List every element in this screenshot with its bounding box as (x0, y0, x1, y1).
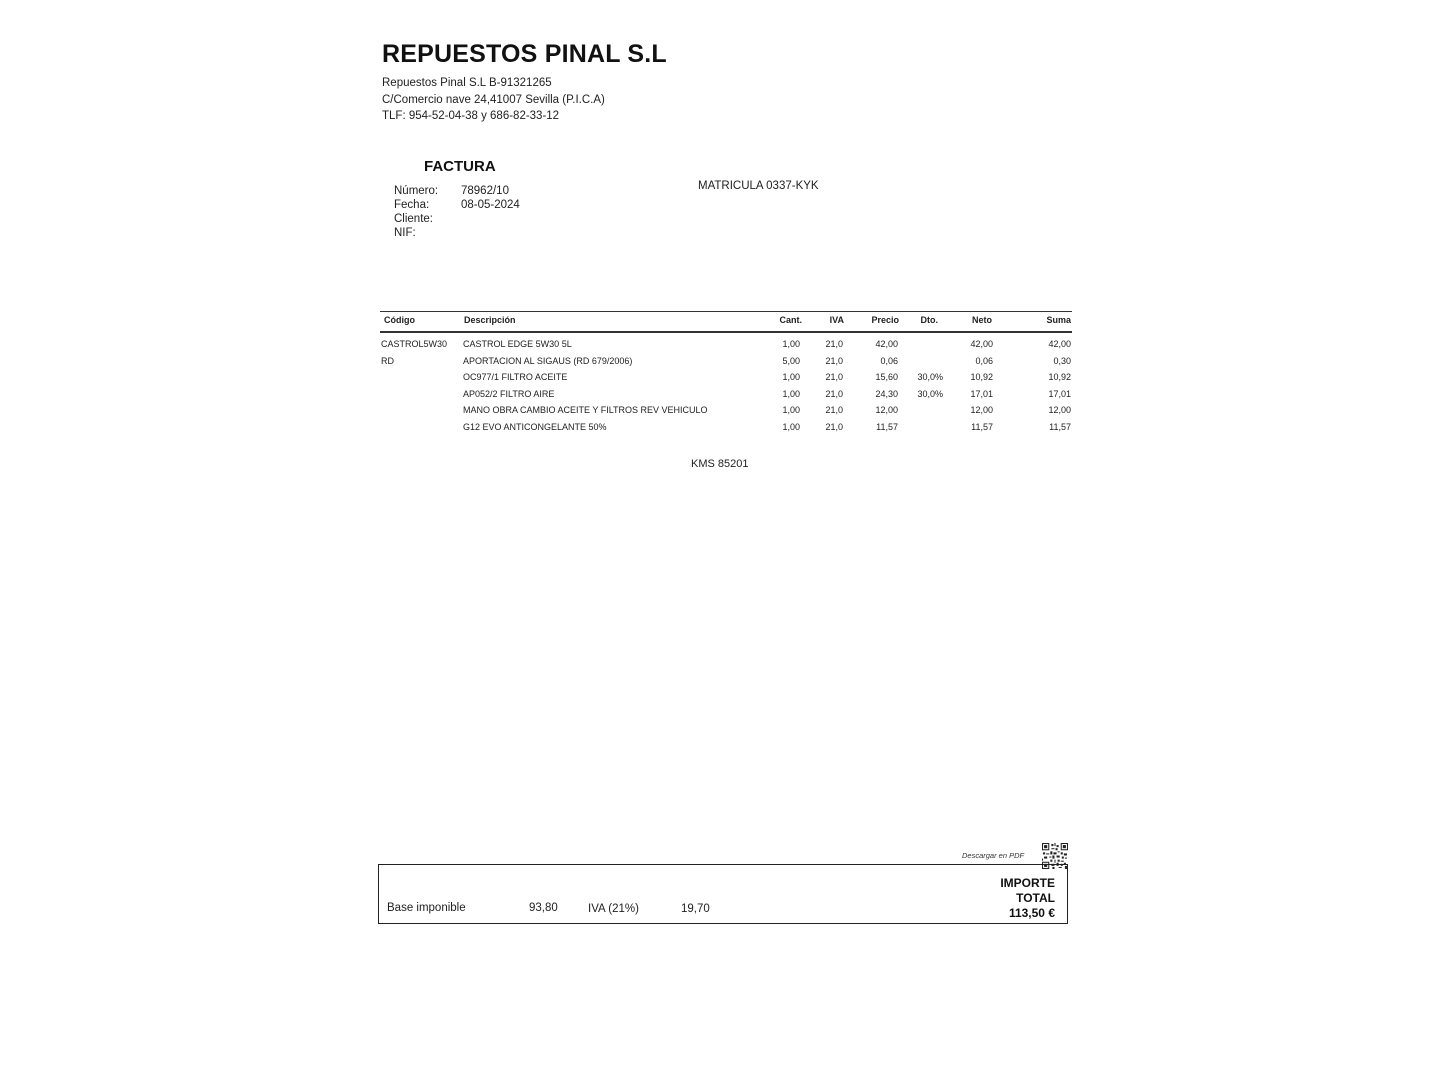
cell-cant: 1,00 (782, 421, 800, 432)
cell-precio: 0,06 (880, 355, 898, 366)
invoice-title: FACTURA (424, 158, 496, 175)
cell-descripcion: AP052/2 FILTRO AIRE (463, 388, 555, 399)
cell-iva: 21,0 (825, 405, 843, 415)
cliente-label: Cliente: (394, 213, 433, 225)
header-precio: Precio (871, 315, 899, 325)
header-neto: Neto (972, 315, 992, 325)
fecha-label: Fecha: (394, 199, 430, 211)
cell-cant: 1,00 (782, 405, 800, 415)
cell-descripcion: MANO OBRA CAMBIO ACEITE Y FILTROS REV VEHICULO (463, 405, 708, 415)
table-header-rule (380, 331, 1072, 333)
cell-iva: 21,0 (825, 372, 843, 382)
header-codigo: Código (384, 315, 415, 325)
cell-neto: 17,01 (970, 388, 993, 399)
cell-dto: 30,0% (917, 372, 943, 382)
nif-label: NIF: (394, 227, 416, 239)
cell-precio: 15,60 (875, 372, 898, 382)
cell-descripcion: CASTROL EDGE 5W30 5L (463, 339, 572, 349)
cell-descripcion: APORTACION AL SIGAUS (RD 679/2006) (463, 355, 633, 366)
cell-cant: 1,00 (782, 372, 800, 382)
company-name: REPUESTOS PINAL S.L (382, 40, 667, 68)
cell-precio: 12,00 (875, 405, 898, 415)
cell-neto: 11,57 (971, 421, 993, 432)
cell-suma: 0,30 (1053, 355, 1071, 366)
cell-codigo: CASTROL5W30 (381, 339, 448, 349)
iva-label: IVA (21%) (588, 903, 639, 915)
cell-neto: 12,00 (970, 405, 993, 415)
pdf-download-label[interactable]: Descargar en PDF (962, 851, 1025, 860)
cell-descripcion: OC977/1 FILTRO ACEITE (463, 372, 568, 382)
cell-neto: 0,06 (975, 355, 993, 366)
cell-dto: 30,0% (917, 388, 943, 399)
kms-note: KMS 85201 (691, 458, 749, 470)
cell-descripcion: G12 EVO ANTICONGELANTE 50% (463, 421, 607, 432)
cell-cant: 5,00 (782, 355, 800, 366)
importe-total-label: IMPORTE (1000, 876, 1055, 890)
cell-neto: 42,00 (970, 339, 993, 349)
company-address-line: Repuestos Pinal S.L B-91321265 (382, 77, 552, 89)
cell-suma: 11,57 (1049, 421, 1071, 432)
cell-suma: 17,01 (1048, 388, 1071, 399)
numero-value: 78962/10 (461, 185, 509, 197)
cell-precio: 11,57 (876, 421, 898, 432)
importe-total-value: 113,50 € (1008, 906, 1055, 920)
cell-cant: 1,00 (782, 388, 800, 399)
header-dto: Dto. (920, 315, 938, 325)
header-cant: Cant. (779, 315, 802, 325)
cell-cant: 1,00 (782, 339, 800, 349)
cell-precio: 42,00 (875, 339, 898, 349)
base-imponible-label: Base imponible (387, 902, 466, 914)
cell-suma: 10,92 (1048, 372, 1071, 382)
cell-iva: 21,0 (825, 421, 843, 432)
importe-total-label-2: TOTAL (1016, 891, 1055, 905)
cell-codigo: RD (381, 355, 394, 366)
iva-value: 19,70 (681, 903, 710, 915)
header-descripcion: Descripción (464, 315, 516, 325)
table-top-rule (380, 311, 1072, 312)
matricula: MATRICULA 0337-KYK (698, 180, 819, 192)
header-iva: IVA (829, 315, 844, 325)
cell-iva: 21,0 (825, 355, 843, 366)
cell-neto: 10,92 (970, 372, 993, 382)
header-suma: Suma (1046, 315, 1071, 325)
cell-iva: 21,0 (825, 388, 843, 399)
cell-iva: 21,0 (825, 339, 843, 349)
cell-suma: 12,00 (1048, 405, 1071, 415)
company-address-line: C/Comercio nave 24,41007 Sevilla (P.I.C.A) (382, 94, 605, 106)
cell-precio: 24,30 (875, 388, 898, 399)
company-phone-line: TLF: 954-52-04-38 y 686-82-33-12 (382, 110, 560, 122)
numero-label: Número: (394, 185, 439, 197)
cell-suma: 42,00 (1048, 339, 1071, 349)
totals-box (378, 864, 1068, 924)
fecha-value: 08-05-2024 (461, 199, 520, 211)
base-imponible-value: 93,80 (529, 902, 558, 914)
